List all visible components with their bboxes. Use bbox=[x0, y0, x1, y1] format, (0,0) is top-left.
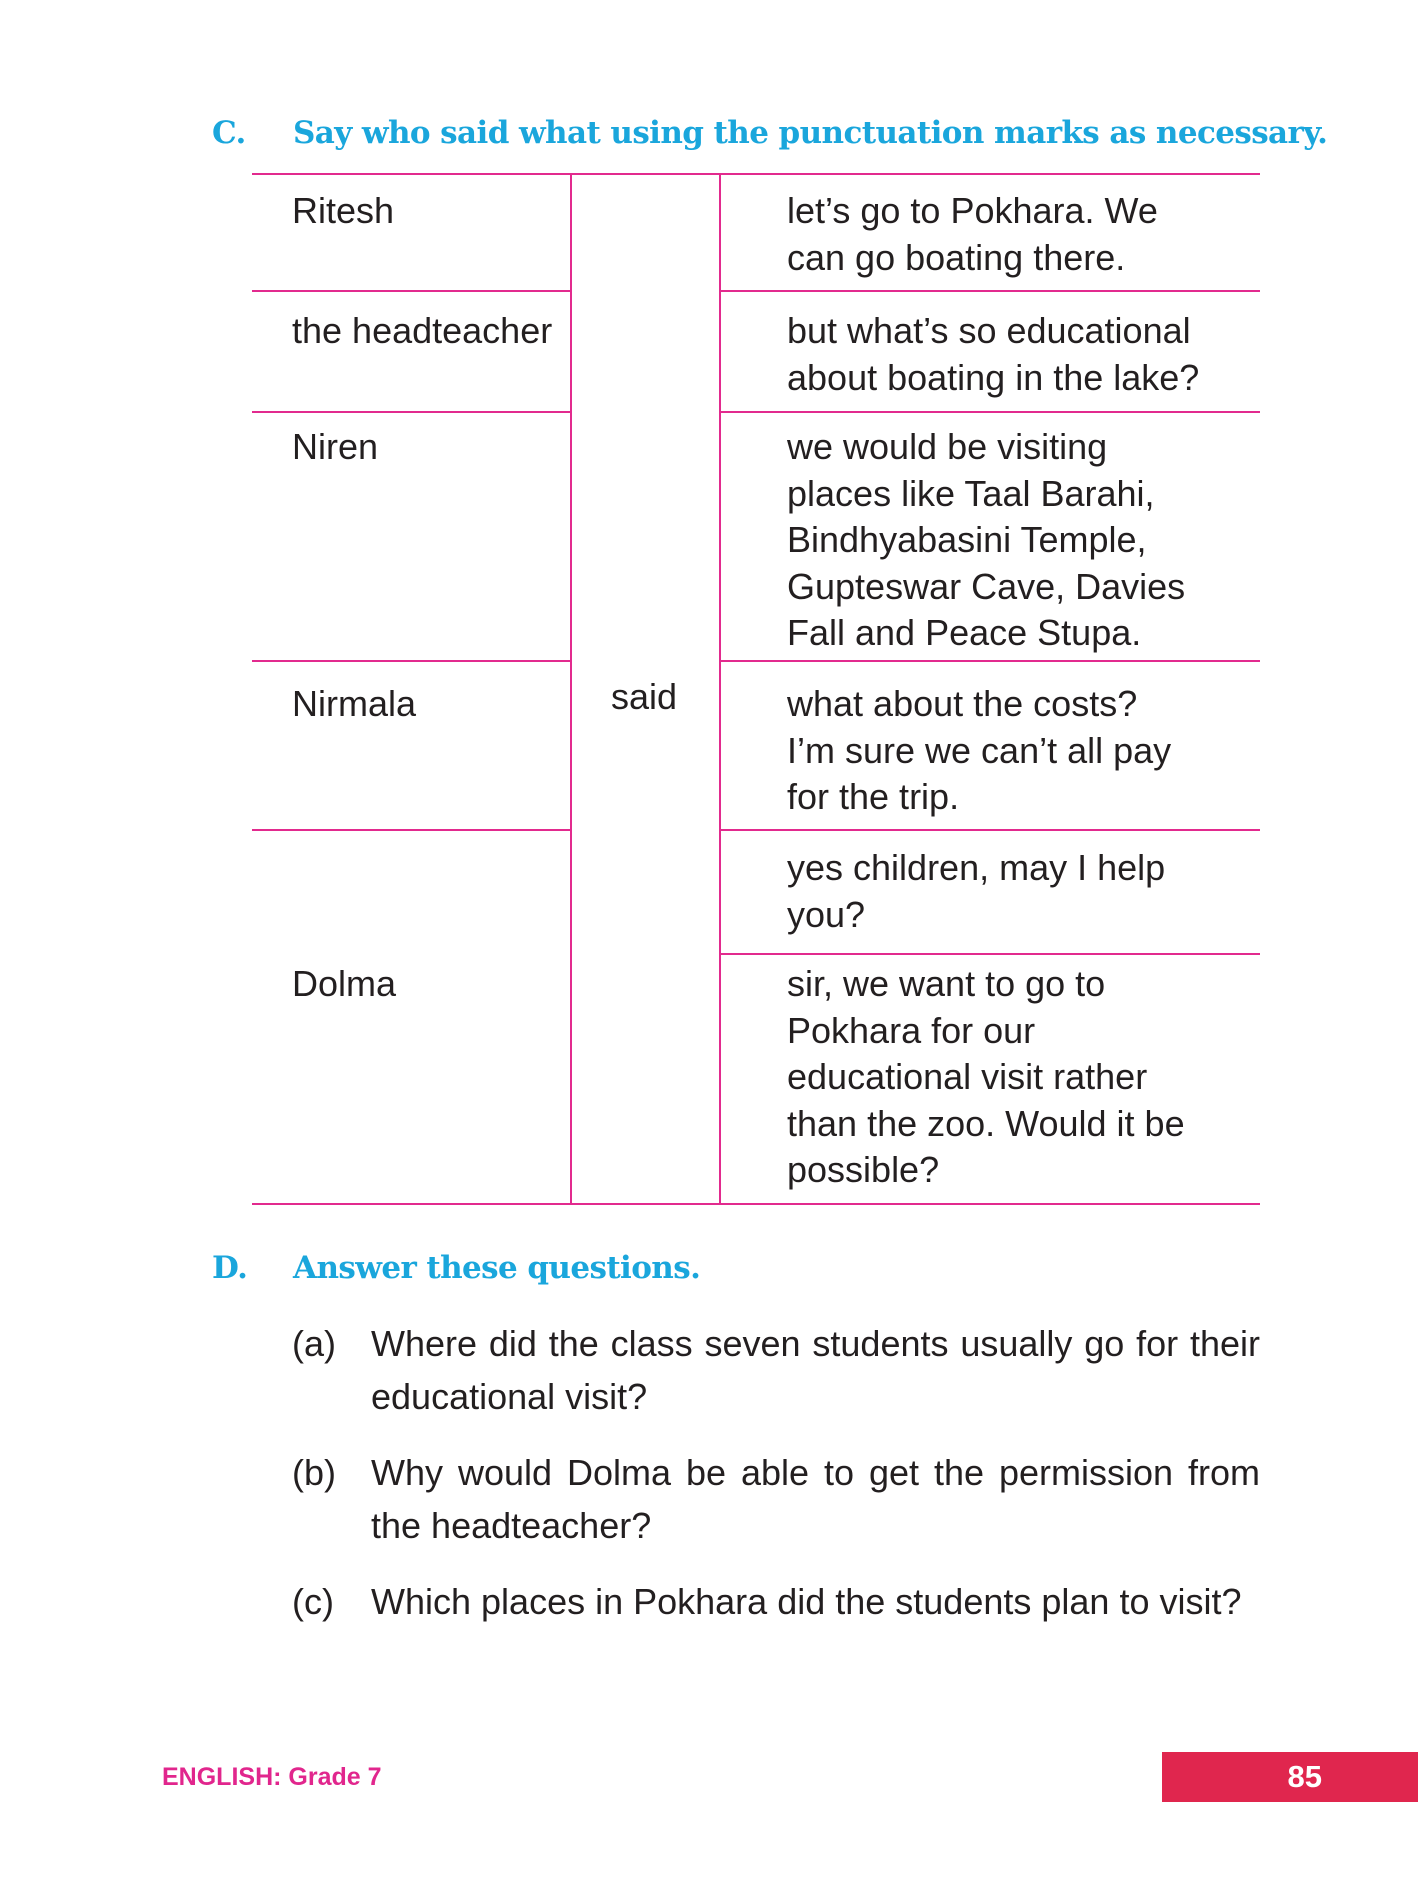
quote-cell bbox=[787, 188, 1158, 281]
quote-line: Bindhyabasini Temple, bbox=[787, 519, 1147, 560]
table-divider bbox=[570, 174, 572, 1204]
table-rule bbox=[720, 660, 1260, 662]
quote-line: sir, we want to go to bbox=[787, 963, 1106, 1004]
section-title: Answer these questions. bbox=[293, 1250, 701, 1286]
speaker-cell: Ritesh bbox=[292, 190, 395, 231]
question-label: (b) bbox=[292, 1452, 336, 1493]
question-label: (a) bbox=[292, 1323, 336, 1364]
table-rule bbox=[720, 953, 1260, 955]
quote-cell bbox=[787, 961, 1185, 1194]
quote-line: can go boating there. bbox=[787, 236, 1126, 278]
quote-line: places like Taal Barahi, bbox=[787, 472, 1155, 514]
question-label: (c) bbox=[292, 1581, 334, 1622]
table-divider bbox=[719, 174, 721, 1204]
quote-line: than the zoo. Would it be bbox=[787, 1102, 1185, 1144]
quote-line: yes children, may I help bbox=[787, 847, 1166, 888]
quote-line: educational visit rather bbox=[787, 1056, 1148, 1097]
book-title: ENGLISH: Grade 7 bbox=[162, 1763, 382, 1791]
question-text: Where did the class seven students usually go for their educational visit? bbox=[371, 1323, 1260, 1417]
table-rule bbox=[720, 290, 1260, 292]
speaker-cell: Nirmala bbox=[292, 683, 417, 724]
said-cell: said bbox=[611, 676, 678, 717]
speaker-cell: Dolma bbox=[292, 963, 397, 1004]
quote-line: but what’s so educational bbox=[787, 310, 1191, 351]
section-title: Say who said what using the punctuation marks as necessary. bbox=[293, 115, 1328, 151]
section-letter: C. bbox=[212, 115, 246, 151]
table-rule bbox=[720, 829, 1260, 831]
quote-line: what about the costs? bbox=[787, 683, 1138, 724]
quote-cell bbox=[787, 308, 1199, 401]
quote-line: for the trip. bbox=[787, 776, 960, 817]
question-text: Which places in Pokhara did the students plan to visit? bbox=[371, 1581, 1242, 1622]
quote-line: possible? bbox=[787, 1149, 940, 1190]
quote-line: I’m sure we can’t all pay bbox=[787, 729, 1172, 771]
quote-line: Gupteswar Cave, Davies bbox=[787, 565, 1186, 607]
question-text: Why would Dolma be able to get the permission from the headteacher? bbox=[371, 1452, 1260, 1546]
quote-line: we would be visiting bbox=[787, 426, 1108, 467]
table-rule bbox=[720, 411, 1260, 413]
quote-line: Fall and Peace Stupa. bbox=[787, 612, 1142, 653]
quote-cell bbox=[787, 681, 1171, 821]
table-rule bbox=[252, 411, 570, 413]
table-rule bbox=[252, 1203, 1260, 1205]
quote-line: let’s go to Pokhara. We bbox=[787, 190, 1158, 231]
quote-line: you? bbox=[787, 893, 866, 935]
quote-line: about boating in the lake? bbox=[787, 356, 1200, 398]
section-letter: D. bbox=[212, 1250, 248, 1286]
table-rule bbox=[252, 290, 570, 292]
page-number: 85 bbox=[1287, 1759, 1322, 1794]
table-rule bbox=[252, 829, 570, 831]
quote-cell bbox=[787, 424, 1185, 657]
speaker-cell: the headteacher bbox=[292, 310, 553, 351]
quote-line: Pokhara for our bbox=[787, 1009, 1036, 1051]
table-rule bbox=[252, 660, 570, 662]
table-rule bbox=[252, 173, 1260, 175]
speaker-cell: Niren bbox=[292, 426, 379, 467]
quote-cell bbox=[787, 845, 1165, 938]
